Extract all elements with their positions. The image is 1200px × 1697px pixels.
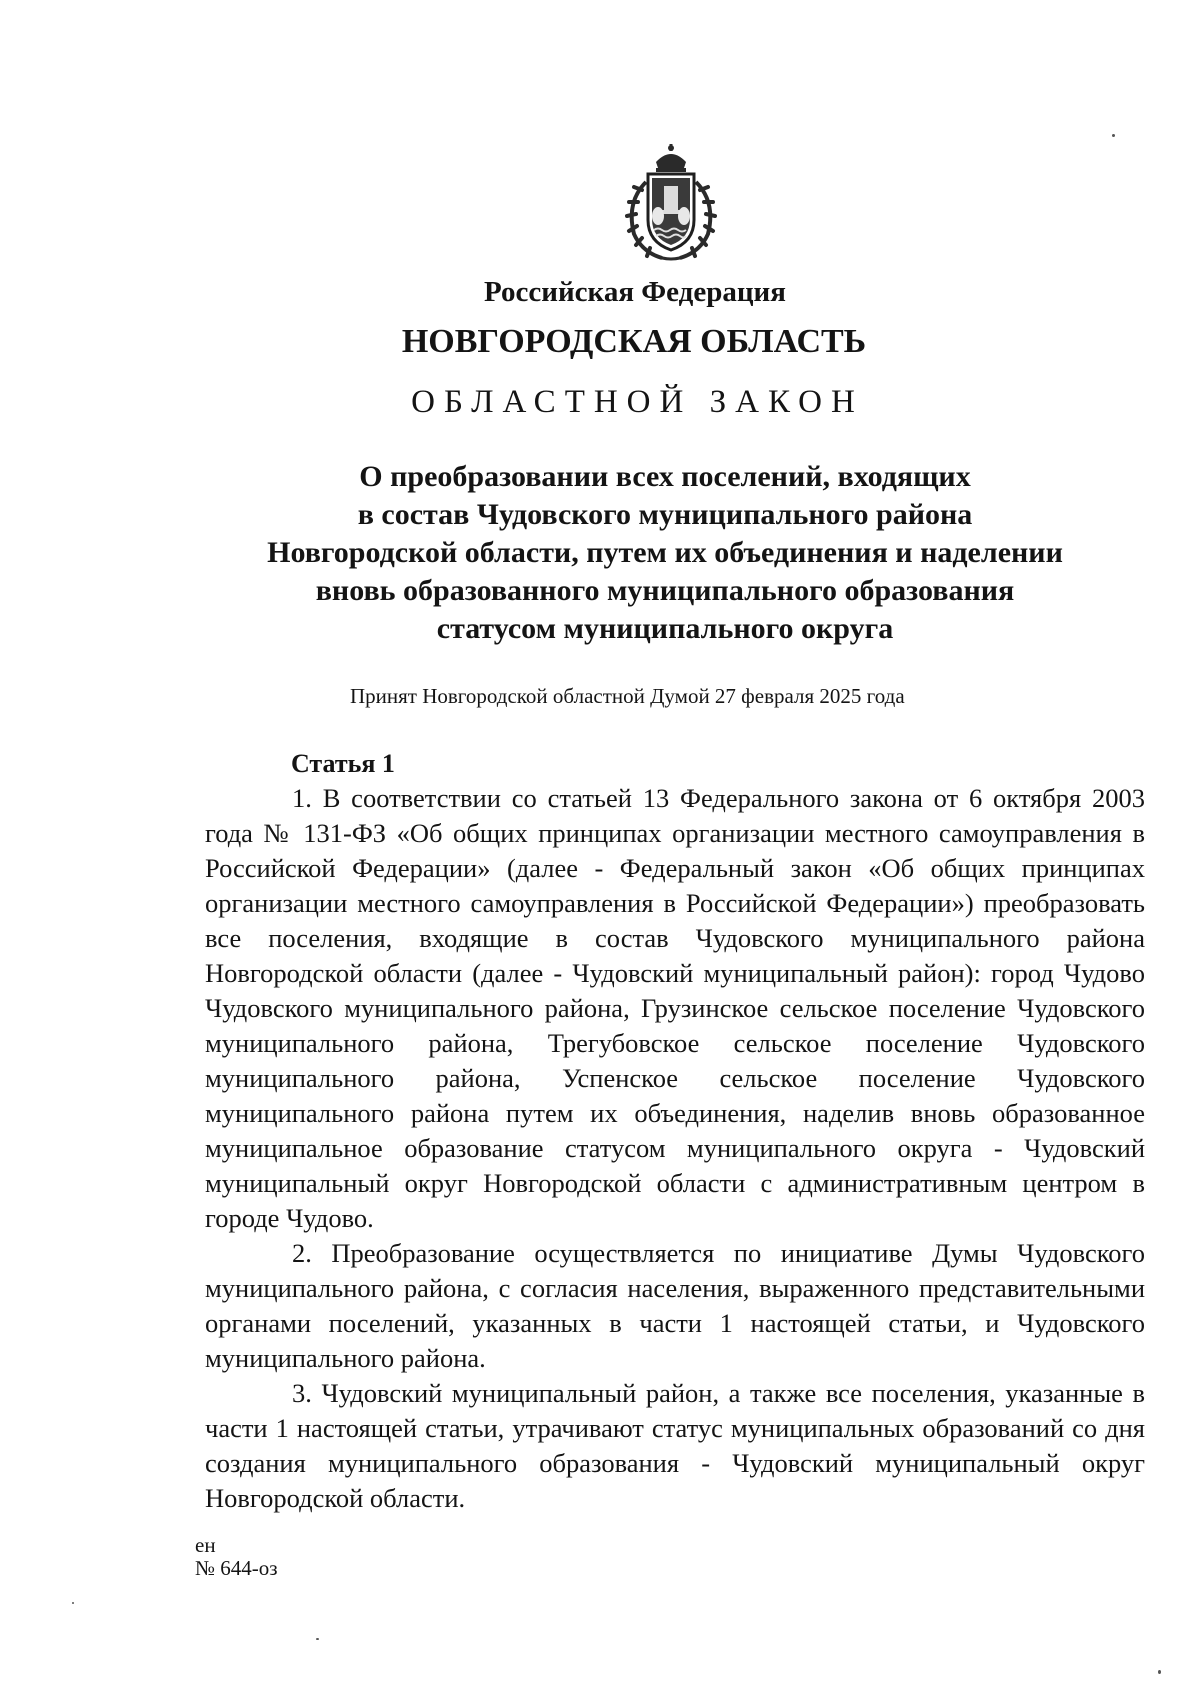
law-title-line: О преобразовании всех поселений, входящих xyxy=(359,460,971,493)
document-type: ОБЛАСТНОЙ ЗАКОН xyxy=(411,384,864,420)
article-heading: Статья 1 xyxy=(291,749,395,778)
executor-initials: ен xyxy=(195,1533,216,1557)
region-name: НОВГОРОДСКАЯ ОБЛАСТЬ xyxy=(401,323,867,360)
scan-speck xyxy=(1158,1670,1161,1674)
article-paragraph: 1. В соответствии со статьей 13 Федерального закона от 6 октября 2003 года № 131-ФЗ «Об общих принципах организации местного самоуправления в Российской Федерации» (далее - Федеральный закон «Об общих принципах организации местного самоуправления в Российской Федерации») преобразовать все поселения, входящие в состав Чудовского муниципального района Новгородской области (далее - Чудовский муниципальный район): город Чудово Чудовского муниципального района, Грузинское сельское поселение Чудовского муниципального района, Трегубовское сельское поселение Чудовского муниципального района, Успенское сельское поселение Чудовского муниципального района путем их объединения, наделив вновь образованное муниципальное образование статусом муниципального округа - Чудовский муниципальный округ Новгородской области с административным центром в городе Чудово. xyxy=(205,783,1145,1233)
scan-speck xyxy=(72,1602,74,1604)
law-title-line: Новгородской области, путем их объединения и наделении xyxy=(267,536,1063,569)
document-footer xyxy=(195,1534,278,1580)
law-title xyxy=(210,458,1120,648)
article-body xyxy=(205,781,1145,1516)
article-paragraph: 2. Преобразование осуществляется по инициативе Думы Чудовского муниципального района, с согласия населения, выраженного представительными органами поселений, указанных в части 1 настоящей статьи, и Чудовского муниципального района. xyxy=(205,1238,1145,1373)
law-title-line: в состав Чудовского муниципального района xyxy=(357,498,973,531)
novgorod-coat-of-arms-icon xyxy=(612,142,730,264)
law-title-line: статусом муниципального округа xyxy=(436,612,894,645)
scan-speck xyxy=(1112,134,1115,137)
law-number: № 644-оз xyxy=(195,1556,278,1580)
article-paragraph: 3. Чудовский муниципальный район, а также все поселения, указанные в части 1 настоящей статьи, утрачивают статус муниципальных образований со дня создания муниципального образования - Чудовский муниципальный округ Новгородской области. xyxy=(205,1378,1145,1513)
country-name: Российская Федерация xyxy=(484,276,786,308)
law-title-line: вновь образованного муниципального образования xyxy=(315,574,1015,607)
adoption-note: Принят Новгородской областной Думой 27 февраля 2025 года xyxy=(350,684,905,708)
scan-speck xyxy=(316,1638,319,1640)
